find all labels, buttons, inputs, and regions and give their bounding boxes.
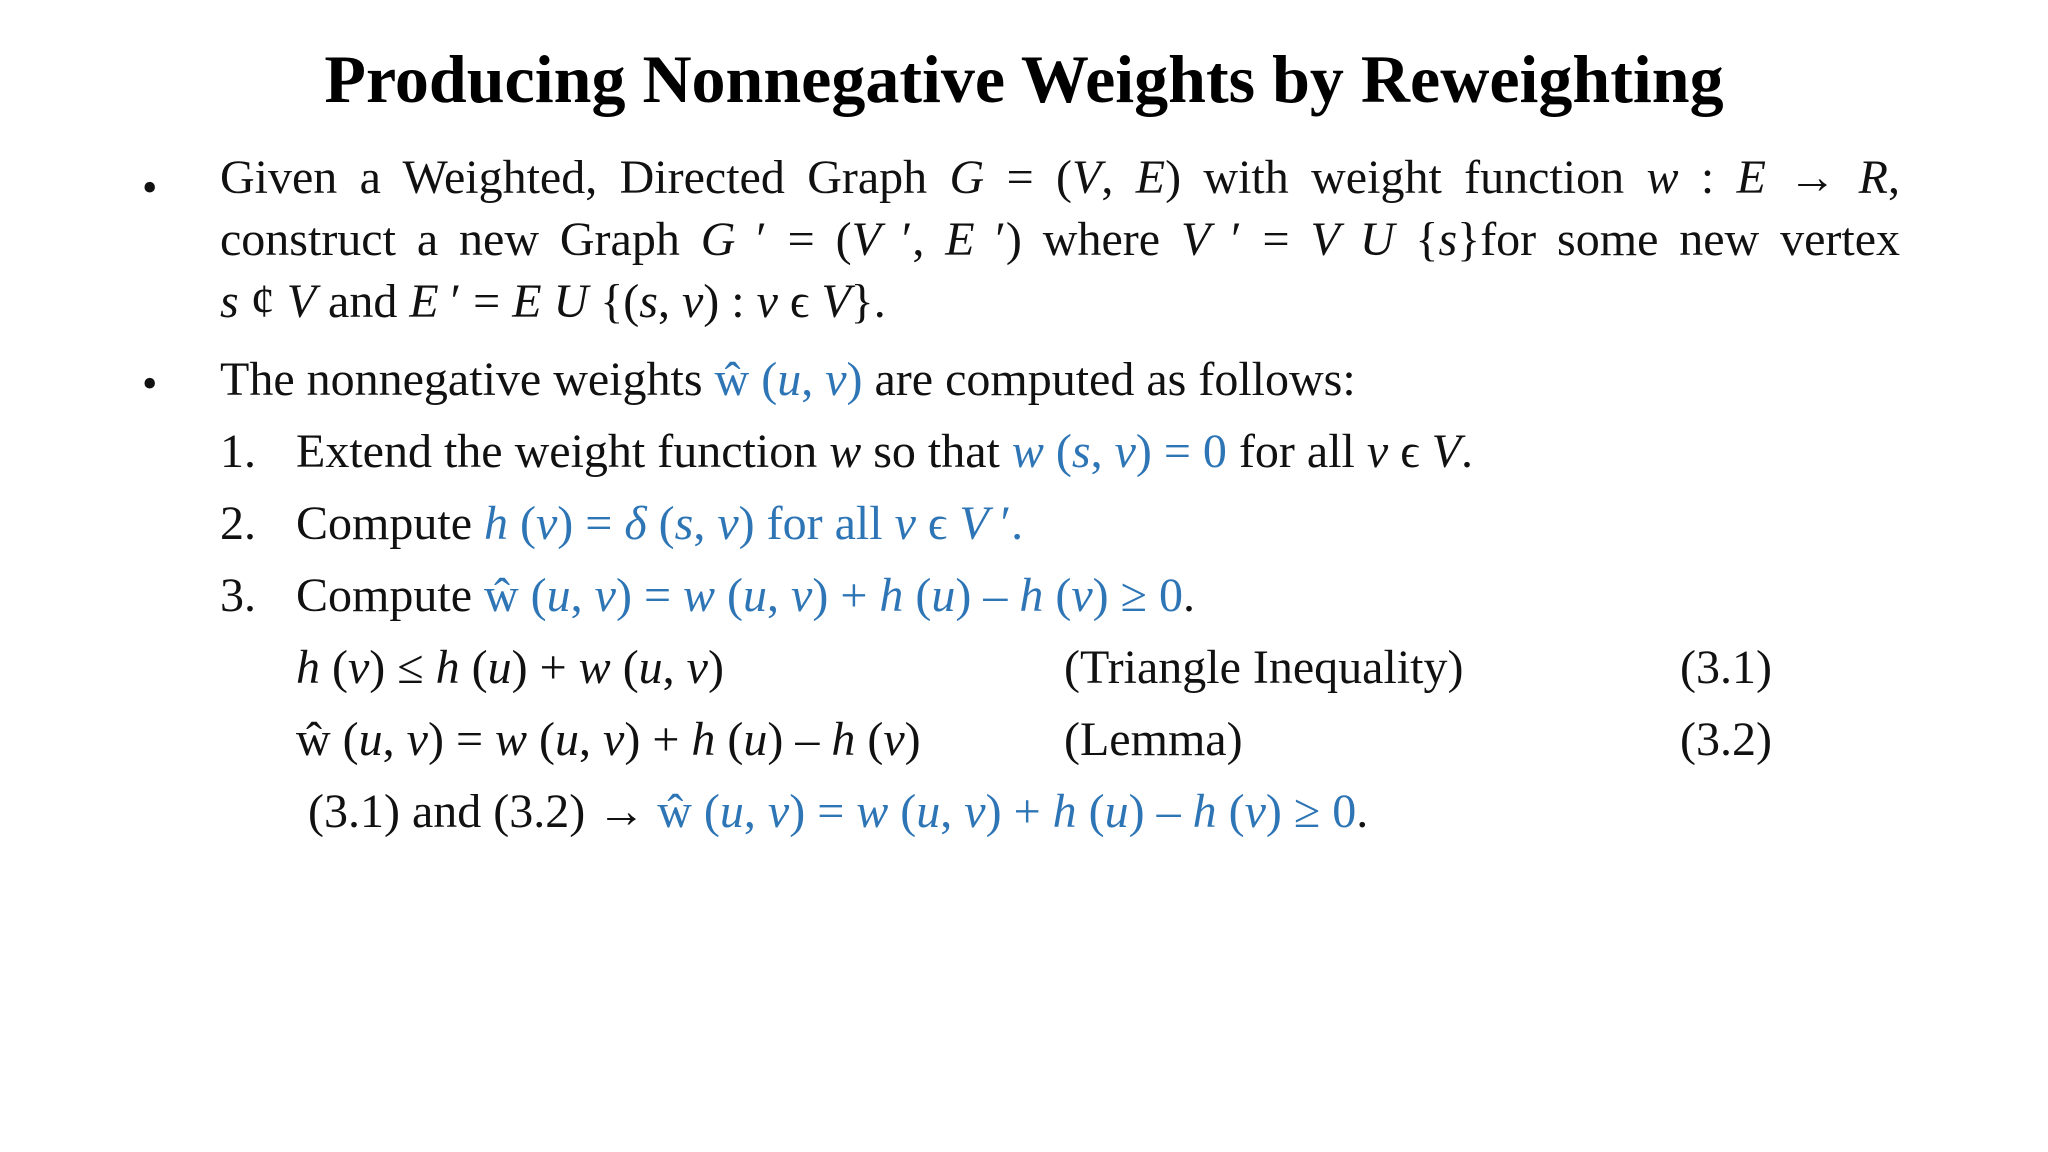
bullet-1-line-3: s ¢ V and E ′ = E U {(s, v) : v ϵ V}. <box>220 275 886 328</box>
step-3-number: 3. <box>220 569 256 622</box>
slide-title: Producing Nonnegative Weights by Reweighting <box>324 41 1724 117</box>
bullet-marker: • <box>142 163 158 212</box>
step-2-text: Compute h (v) = δ (s, v) for all v ϵ V ′. <box>296 497 1024 550</box>
bullet-1-line-2: construct a new Graph G ′ = (V ′, E ′) where V ′ = V U {s}for some new vertex <box>220 213 1901 266</box>
step-2-number: 2. <box>220 497 256 550</box>
bullet-marker: • <box>142 359 158 408</box>
step-1-number: 1. <box>220 425 256 478</box>
equation-3-2-note: (Lemma) <box>1064 713 1243 766</box>
step-3-text: Compute ŵ (u, v) = w (u, v) + h (u) – h (v) ≥ 0. <box>296 569 1195 622</box>
equation-3-1-tag: (3.1) <box>1680 641 1772 694</box>
step-1-text: Extend the weight function w so that w (s, v) = 0 for all v ϵ V. <box>296 425 1473 478</box>
equation-3-2-expr: ŵ (u, v) = w (u, v) + h (u) – h (v) <box>296 713 921 766</box>
equation-3-2-tag: (3.2) <box>1680 713 1772 766</box>
equation-3-1-expr: h (v) ≤ h (u) + w (u, v) <box>296 641 724 694</box>
bullet-2-line-1: The nonnegative weights ŵ (u, v) are computed as follows: <box>220 353 1356 406</box>
equation-3-1-note: (Triangle Inequality) <box>1064 641 1464 694</box>
conclusion: (3.1) and (3.2) → ŵ (u, v) = w (u, v) + h (u) – h (v) ≥ 0. <box>308 785 1369 838</box>
bullet-1-line-1: Given a Weighted, Directed Graph G = (V, E) with weight function w : E → R, <box>220 151 1900 204</box>
